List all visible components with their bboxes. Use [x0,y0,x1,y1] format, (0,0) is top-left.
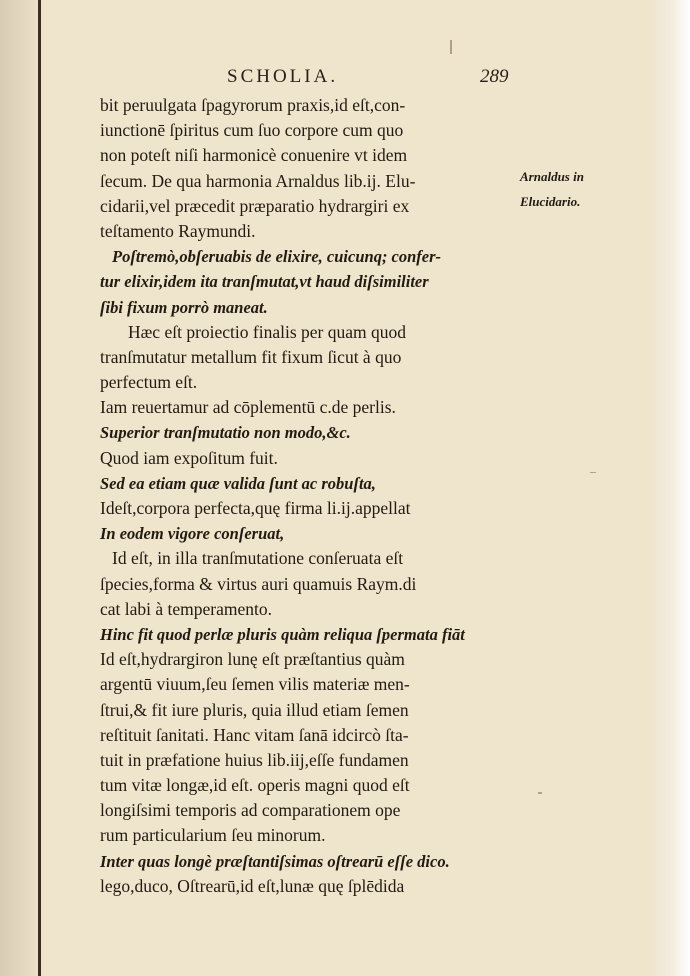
text-line-italic: Poſtremò,obſeruabis de elixire, cuicunq; confer- [112,247,442,267]
text-line: rum particularium ſeu minorum. [100,825,326,846]
text-line-italic: In eodem vigore conſeruat, [100,524,285,544]
margin-note [520,164,584,214]
text-line: ſtrui,& fit iure pluris, quia illud etiam ſemen [100,699,409,720]
text-line: tum vitæ longæ,id eſt. operis magni quod eſt [100,775,410,796]
text-line: perfectum eſt. [100,372,198,393]
margin-note-line: Arnaldus in [520,169,584,184]
text-line: cat labi à temperamento. [100,598,273,619]
page-number: 289 [480,66,509,87]
text-line: tranſmutatur metallum fit fixum ſicut à quo [100,346,402,367]
text-line: ſecum. De qua harmonia Arnaldus lib.ij. Elu- [100,170,416,191]
text-line: longiſsimi temporis ad comparationem ope [100,800,401,821]
text-line: iunctionē ſpiritus cum ſuo corpore cum quo [100,120,404,141]
text-line: teſtamento Raymundi. [100,220,256,241]
text-line: non poteſt niſi harmonicè conuenire vt idem [100,145,408,166]
paper-speck [538,792,542,794]
running-title: SCHOLIA. [227,66,339,87]
text-line: reſtituit ſanitati. Hanc vitam ſanā idcircò ſta- [100,724,409,745]
margin-note-line: Elucidario. [520,194,581,209]
body-text [100,93,530,899]
text-line-italic: tur elixir,idem ita tranſmutat,vt haud diſsimiliter [100,272,429,292]
text-line: Iam reuertamur ad cōplementū c.de perlis. [100,397,396,418]
text-line: Ideſt,corpora perfecta,quę firma li.ij.appellat [100,498,411,518]
paper-speck [450,40,452,54]
text-line: argentū viuum,ſeu ſemen vilis materiæ men- [100,674,410,695]
text-line-italic: Hinc fit quod perlæ pluris quàm reliqua ſpermata fiāt [100,624,465,644]
text-line-italic: ſibi fixum porrò maneat. [100,297,268,317]
text-line: Quod iam expoſitum fuit. [100,447,278,468]
text-line: bit peruulgata ſpagyrorum praxis,id eſt,con- [100,95,406,115]
text-line-italic: Inter quas longè præſtantiſsimas oſtrearū eſſe dico. [100,851,450,871]
text-line: cidarii,vel præcedit præparatio hydrargiri ex [100,195,410,216]
paper-speck [590,472,596,473]
text-line: ſpecies,forma & virtus auri quamuis Raym.di [100,573,417,594]
binding-edge [38,0,41,976]
text-line: Hæc eſt proiectio finalis per quam quod [128,321,406,342]
text-line: tuit in præfatione huius lib.iij,eſſe fundamen [100,749,409,770]
text-line: Id eſt, in illa tranſmutatione conſeruata eſt [112,548,404,569]
text-line: Id eſt,hydrargiron lunę eſt præſtantius quàm [100,649,405,670]
page-margin-edge [648,0,690,976]
text-line-italic: Sed ea etiam quæ valida ſunt ac robuſta, [100,473,376,493]
page-header [60,66,540,94]
text-line: lego,duco, Oſtrearū,id eſt,lunæ quę ſplēdida [100,875,405,896]
text-line-italic: Superior tranſmutatio non modo,&c. [100,423,351,443]
